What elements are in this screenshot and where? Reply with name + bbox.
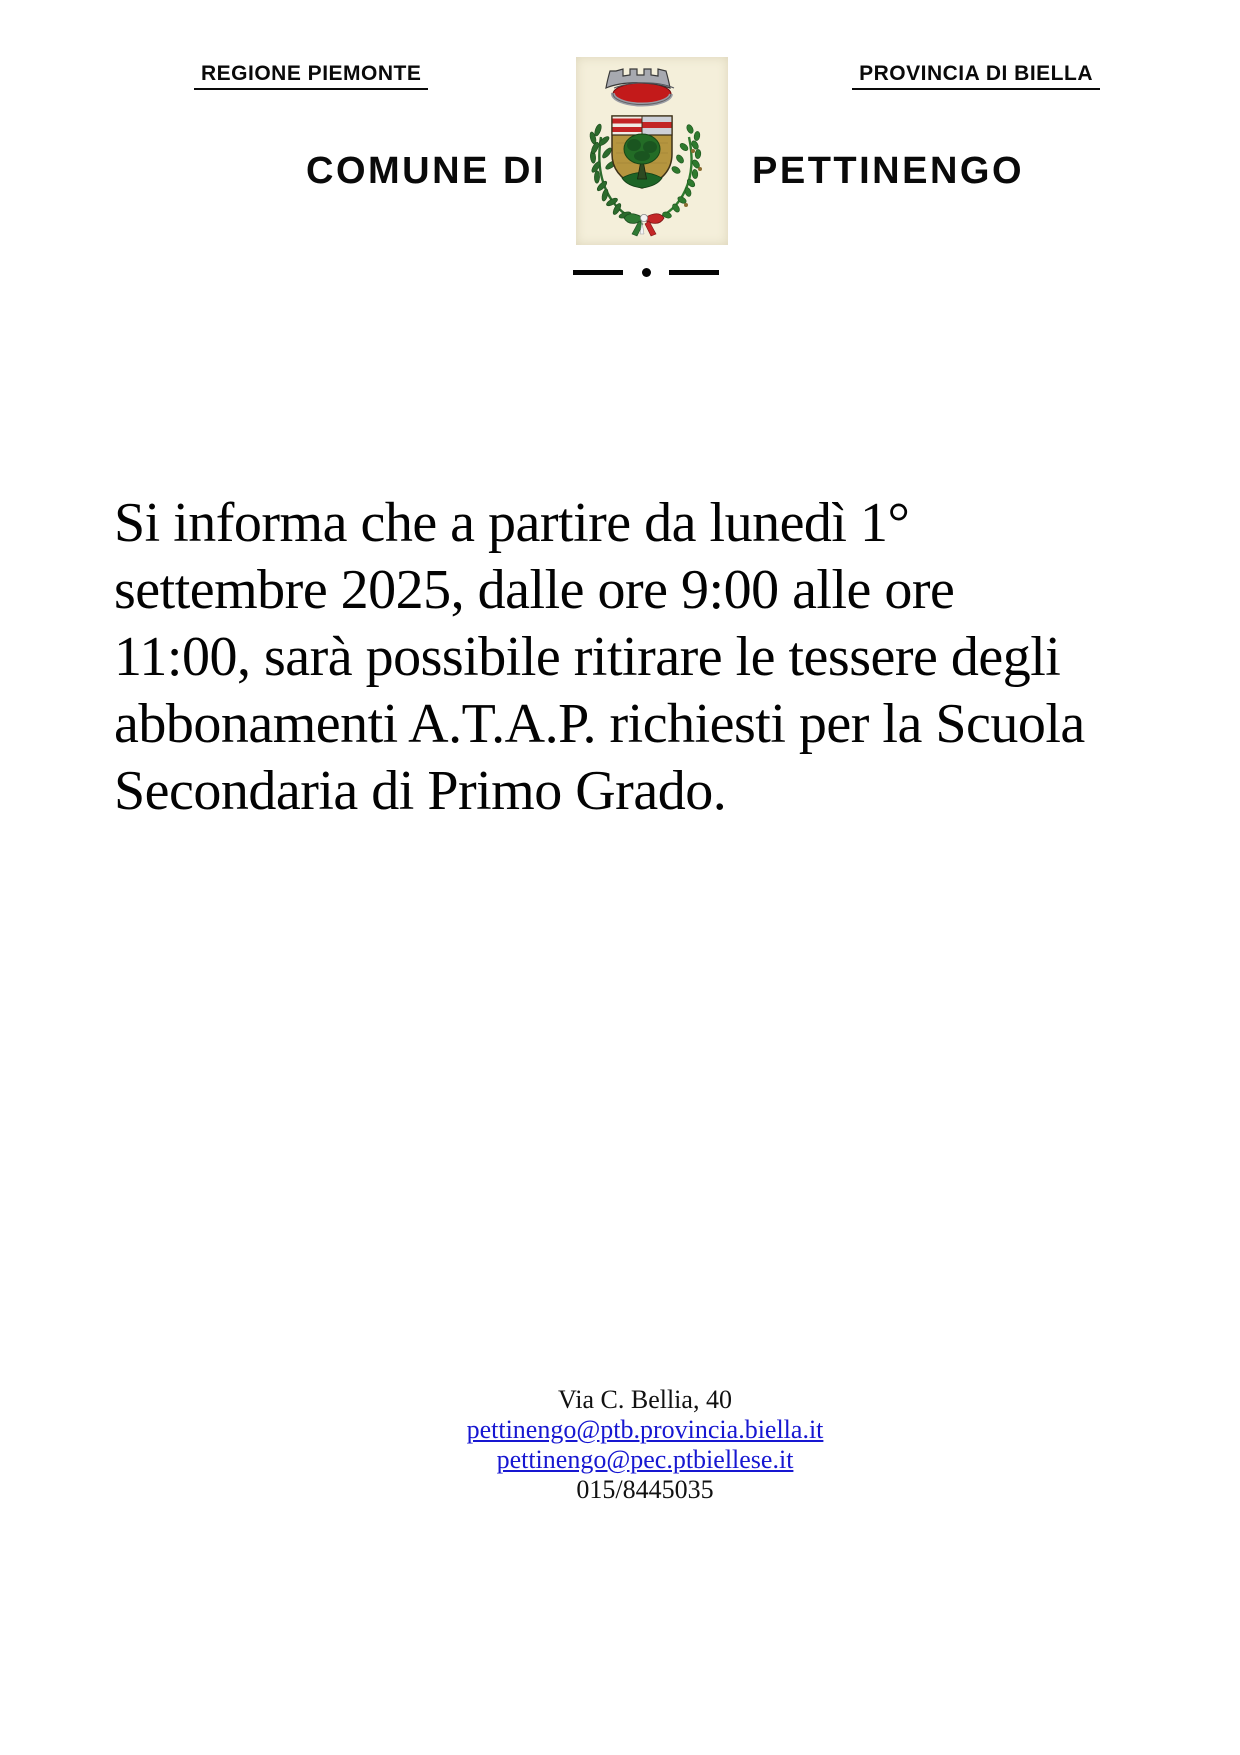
notice-line: Si informa che a partire da lunedì 1°: [114, 492, 910, 554]
email-link-pec[interactable]: pettinengo@pec.ptbiellese.it: [496, 1445, 794, 1474]
coat-of-arms-image: [576, 57, 728, 245]
divider-dot: [642, 268, 651, 277]
notice-line: abbonamenti A.T.A.P. richiesti per la Scuola: [114, 693, 1085, 755]
province-label: PROVINCIA DI BIELLA: [852, 62, 1100, 90]
region-label: REGIONE PIEMONTE: [194, 62, 428, 90]
email-link-primary[interactable]: pettinengo@ptb.provincia.biella.it: [466, 1415, 824, 1444]
municipality-prefix: COMUNE DI: [306, 150, 546, 192]
notice-line: Secondaria di Primo Grado.: [114, 760, 727, 822]
notice-line: settembre 2025, dalle ore 9:00 alle ore: [114, 559, 955, 621]
municipality-name: PETTINENGO: [752, 150, 1025, 192]
divider: [573, 266, 719, 278]
divider-right-bar: [669, 270, 719, 275]
phone-number: 015/8445035: [576, 1475, 714, 1504]
notice-line: 11:00, sarà possibile ritirare le tessere degli: [114, 626, 1061, 688]
address-line: Via C. Bellia, 40: [558, 1385, 732, 1414]
divider-left-bar: [573, 270, 623, 275]
notice-paragraph: [114, 490, 1085, 825]
footer-contact-block: [50, 1385, 1240, 1505]
coat-of-arms: [576, 57, 728, 245]
